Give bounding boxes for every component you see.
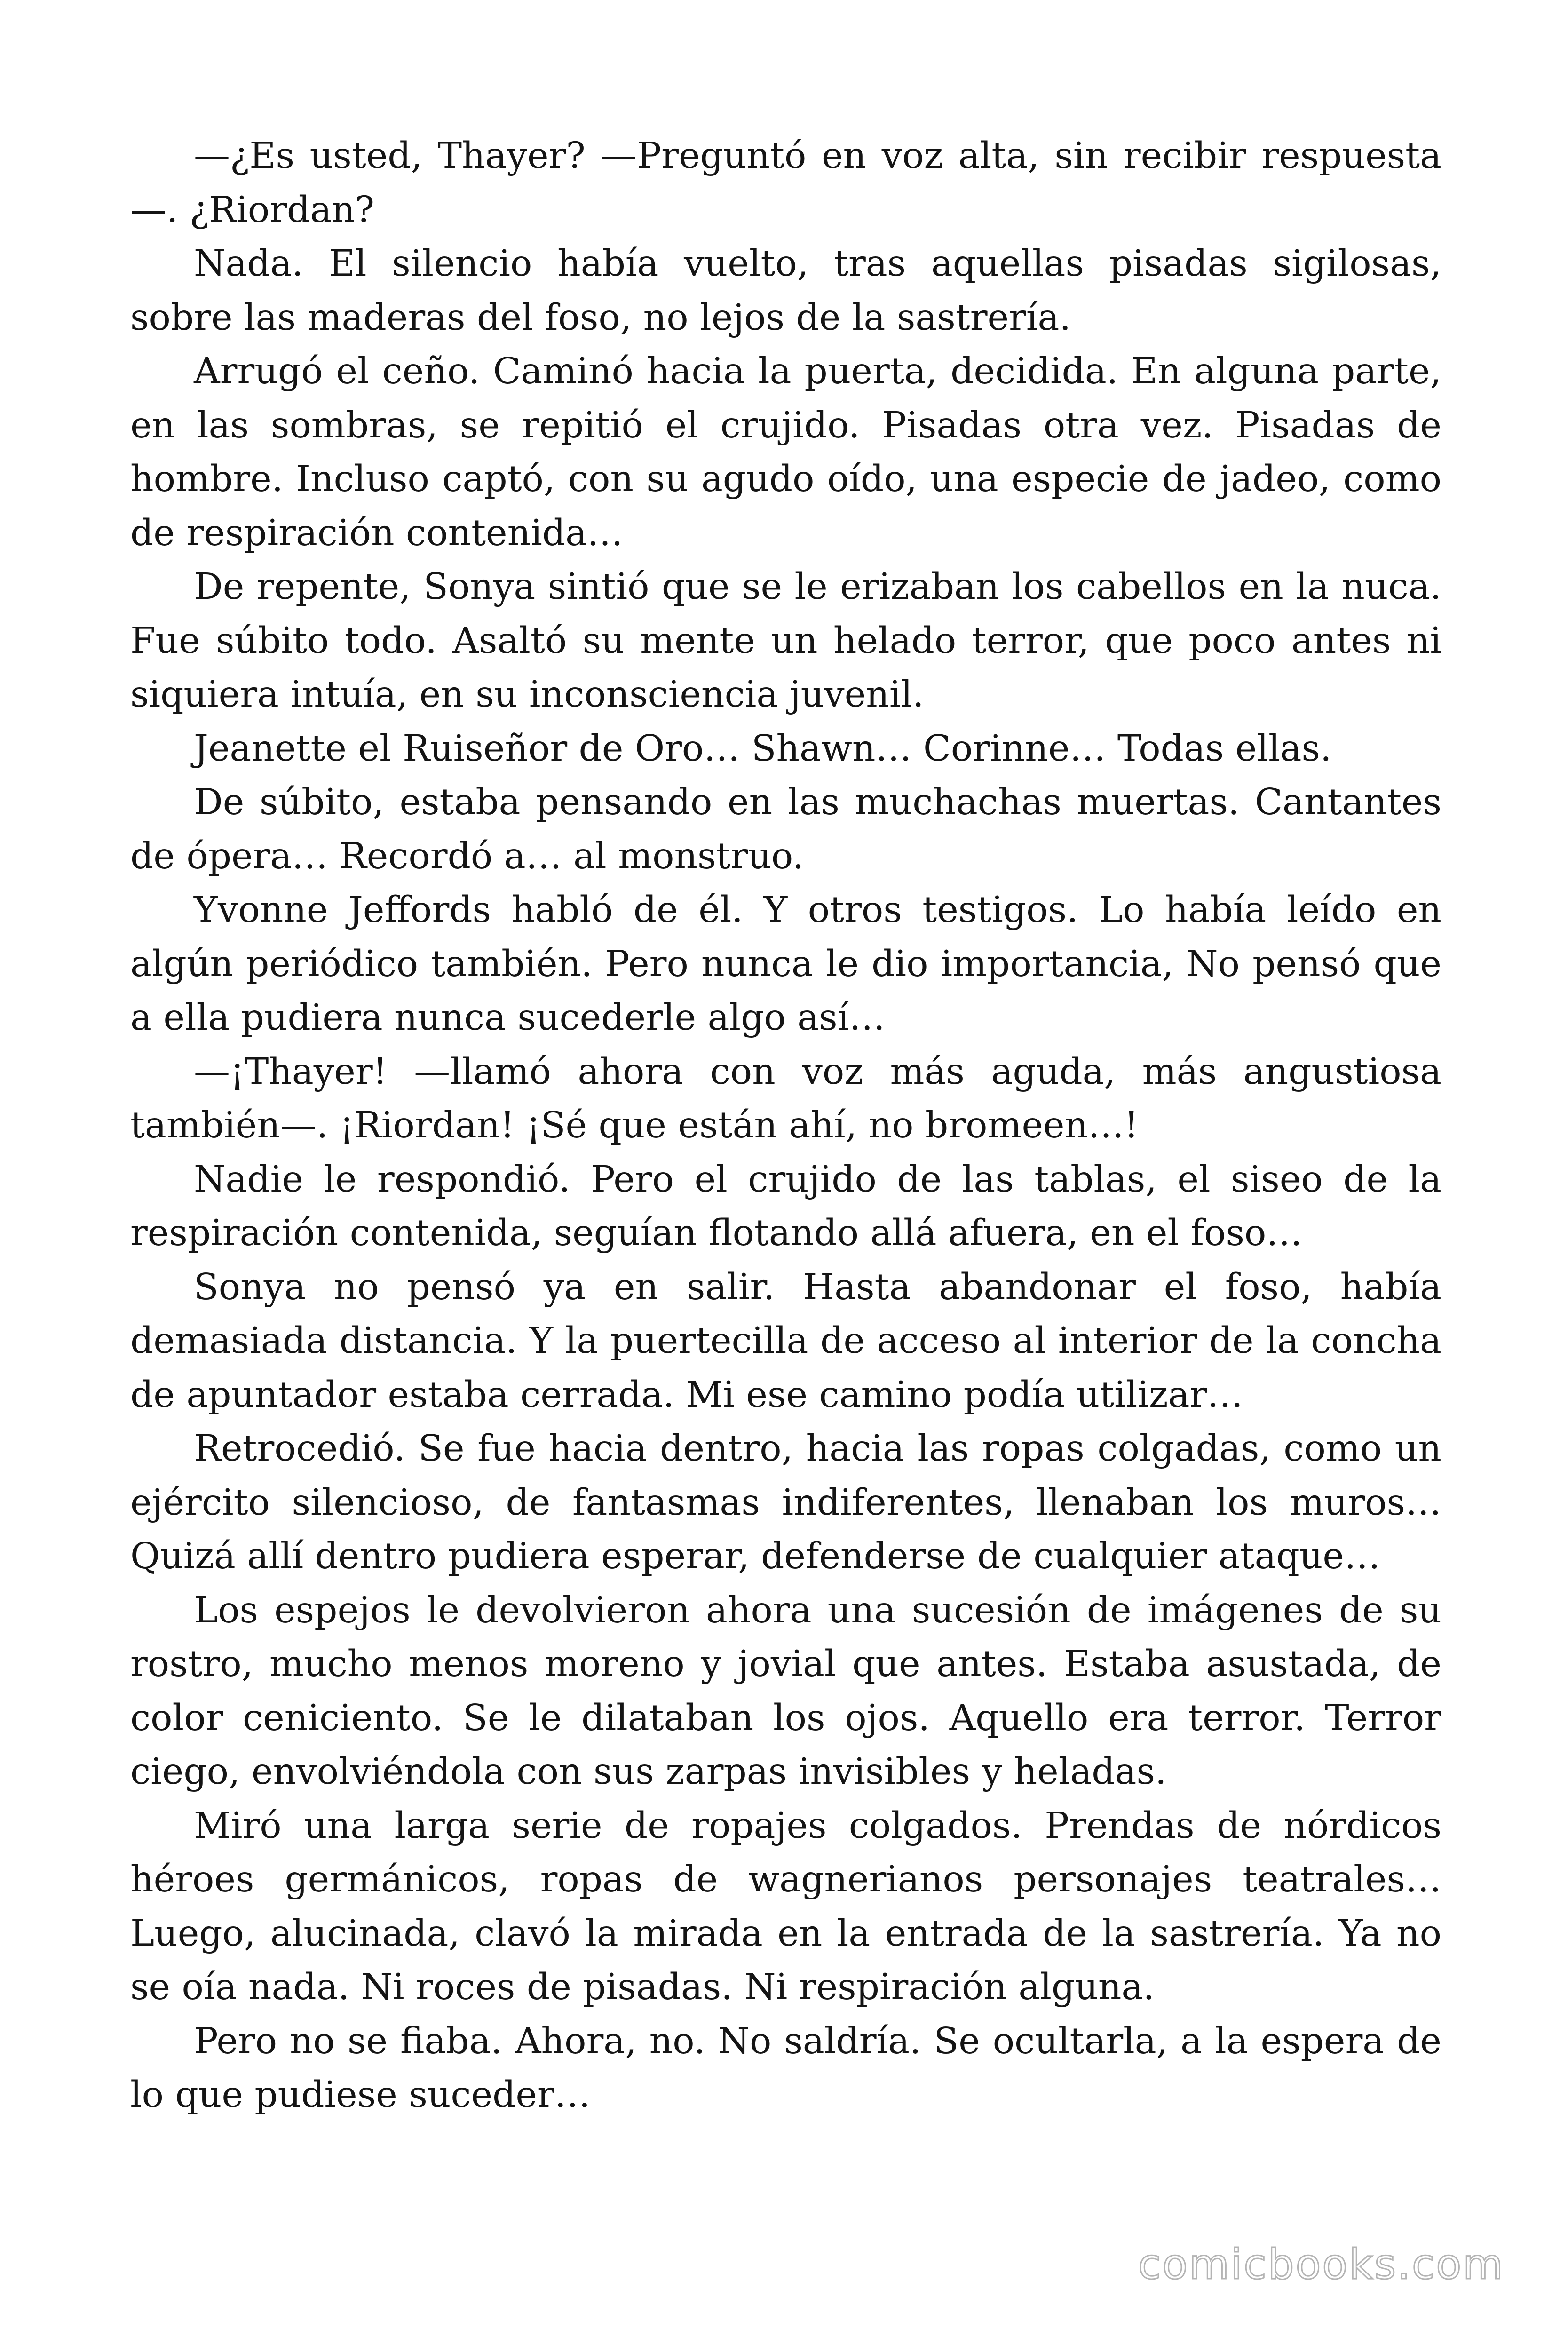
paragraph-14: Pero no se fiaba. Ahora, no. No saldría. Se ocultarla, a la espera de lo que pudiese suceder…: [130, 2020, 1441, 2116]
paragraph-10: Sonya no pensó ya en salir. Hasta abandonar el foso, había demasiada distancia. Y la puertecilla de acceso al interior de la concha de apuntador estaba cerrada. Mi ese camino podía utilizar…: [130, 1266, 1441, 1416]
paragraph-2: Nada. El silencio había vuelto, tras aquellas pisadas sigilosas, sobre las maderas del foso, no lejos de la sastrería.: [130, 243, 1441, 339]
paragraph-1: —¿Es usted, Thayer? —Preguntó en voz alta, sin recibir respuesta—. ¿Riordan?: [130, 135, 1441, 231]
paragraph-11: Retrocedió. Se fue hacia dentro, hacia las ropas colgadas, como un ejército silencioso, de fantasmas indiferentes, llenaban los muros… Quizá allí dentro pudiera esperar, defenderse de cualquier ataque…: [130, 1428, 1441, 1577]
paragraph-9: Nadie le respondió. Pero el crujido de las tablas, el siseo de la respiración contenida, seguían flotando allá afuera, en el foso…: [130, 1158, 1441, 1254]
paragraph-13: Miró una larga serie de ropajes colgados. Prendas de nórdicos héroes germánicos, ropas de wagnerianos personajes teatrales… Luego, alucinada, clavó la mirada en la entrada de la sastrería. Ya no se oía nada. Ni roces de pisadas. Ni respiración alguna.: [130, 1804, 1441, 2008]
watermark: comicbooks.com: [1138, 2240, 1505, 2288]
paragraph-12: Los espejos le devolvieron ahora una sucesión de imágenes de su rostro, mucho menos moreno y jovial que antes. Estaba asustada, de color ceniciento. Se le dilataban los ojos. Aquello era terror. Terror ciego, envolviéndola con sus zarpas invisibles y heladas.: [130, 1589, 1441, 1793]
page-body: [130, 129, 1441, 2122]
paragraph-5: Jeanette el Ruiseñor de Oro… Shawn… Corinne… Todas ellas.: [194, 727, 1332, 770]
paragraph-6: De súbito, estaba pensando en las muchachas muertas. Cantantes de ópera… Recordó a… al monstruo.: [130, 781, 1441, 877]
paragraph-4: De repente, Sonya sintió que se le erizaban los cabellos en la nuca. Fue súbito todo. Asaltó su mente un helado terror, que poco antes ni siquiera intuía, en su inconsciencia juvenil.: [130, 566, 1441, 715]
paragraph-8: —¡Thayer! —llamó ahora con voz más aguda, más angustiosa también—. ¡Riordan! ¡Sé que están ahí, no bromeen…!: [130, 1050, 1441, 1146]
paragraph-7: Yvonne Jeffords habló de él. Y otros testigos. Lo había leído en algún periódico también. Pero nunca le dio importancia, No pensó que a ella pudiera nunca sucederle algo así…: [130, 889, 1441, 1039]
paragraph-3: Arrugó el ceño. Caminó hacia la puerta, decidida. En alguna parte, en las sombras, se repitió el crujido. Pisadas otra vez. Pisadas de hombre. Incluso captó, con su agudo oído, una especie de jadeo, como de respiración contenida…: [130, 350, 1441, 554]
